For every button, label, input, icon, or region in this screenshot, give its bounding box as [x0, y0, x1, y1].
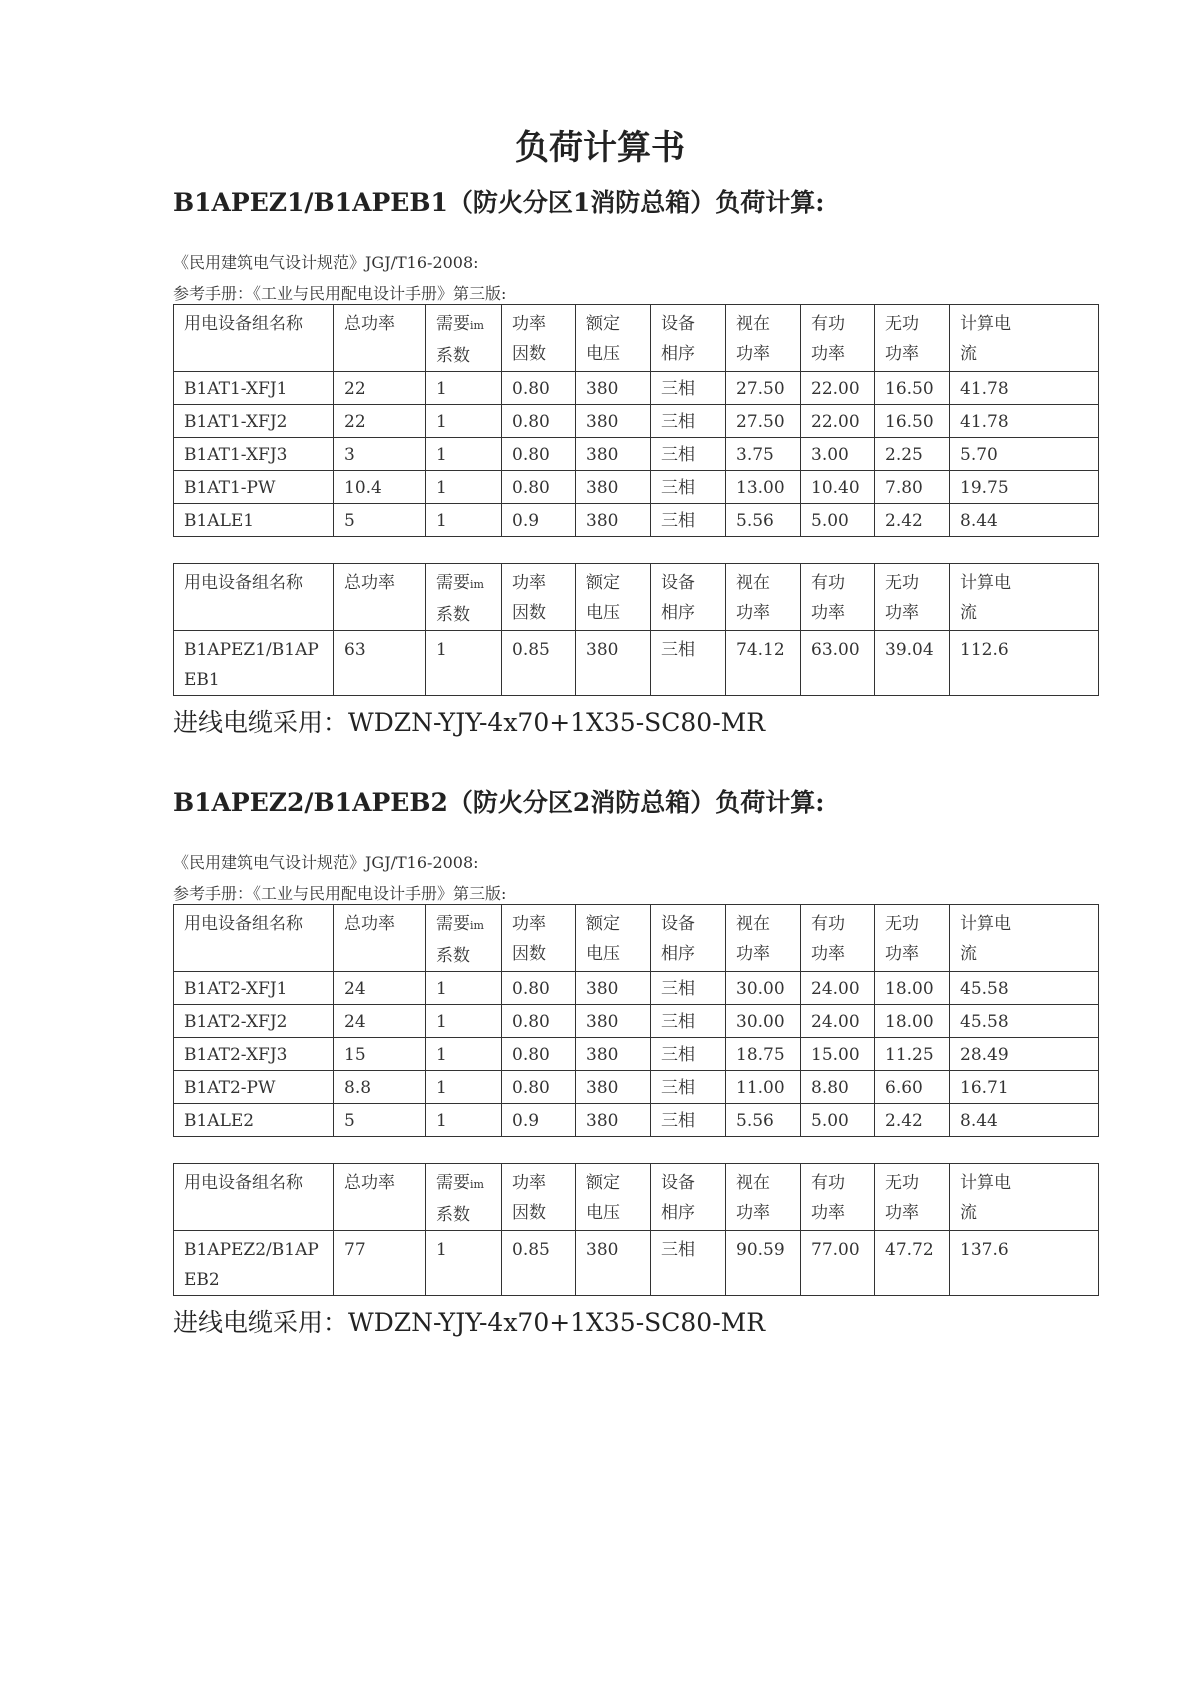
header-name: 用电设备组名称: [174, 564, 334, 631]
cell-rated-voltage: 380: [576, 471, 651, 504]
cell-apparent-power: 27.50: [726, 372, 801, 405]
cell-total-power: 63: [334, 631, 426, 696]
header-reactive-power: 无功 功率: [875, 905, 950, 972]
cell-apparent-power: 27.50: [726, 405, 801, 438]
cell-calc-current: 5.70: [950, 438, 1099, 471]
cell-demand-factor: 1: [426, 504, 502, 537]
cell-calc-current: 41.78: [950, 405, 1099, 438]
cell-apparent-power: 5.56: [726, 504, 801, 537]
cell-name: B1AT1-PW: [174, 471, 334, 504]
reference-manual: 参考手册：《工业与民用配电设计手册》第三版:: [173, 284, 507, 303]
cell-reactive-power: 6.60: [875, 1071, 950, 1104]
cell-phase: 三相: [651, 1038, 726, 1071]
cell-active-power: 22.00: [801, 405, 875, 438]
header-phase: 设备 相序: [651, 564, 726, 631]
section-heading: B1APEZ1/B1APEB1（防火分区1消防总箱）负荷计算:: [173, 188, 825, 217]
header-reactive-power: 无功 功率: [875, 305, 950, 372]
header-name: 用电设备组名称: [174, 305, 334, 372]
cell-active-power: 5.00: [801, 504, 875, 537]
cell-total-power: 77: [334, 1231, 426, 1296]
table-header-row: [174, 305, 1099, 372]
cable-spec: 进线电缆采用：WDZN-YJY-4x70+1X35-SC80-MR: [173, 1308, 766, 1337]
cell-phase: 三相: [651, 972, 726, 1005]
cell-reactive-power: 2.42: [875, 504, 950, 537]
header-phase: 设备 相序: [651, 1164, 726, 1231]
header-calc-current: 计算电 流: [950, 564, 1099, 631]
cell-name: B1ALE2: [174, 1104, 334, 1137]
header-active-power: 有功 功率: [801, 564, 875, 631]
cell-total-power: 22: [334, 372, 426, 405]
page-title: 负荷计算书: [515, 128, 685, 168]
cell-phase: 三相: [651, 504, 726, 537]
table-header-row: [174, 1164, 1099, 1231]
cell-power-factor: 0.80: [502, 405, 576, 438]
total-load-table: [173, 1163, 1099, 1296]
header-total-power: 总功率: [334, 905, 426, 972]
cell-name: B1AT2-XFJ2: [174, 1005, 334, 1038]
cell-total-power: 15: [334, 1038, 426, 1071]
header-calc-current: 计算电 流: [950, 905, 1099, 972]
header-active-power: 有功 功率: [801, 305, 875, 372]
table-row: [174, 972, 1099, 1005]
cell-total-power: 24: [334, 972, 426, 1005]
header-name: 用电设备组名称: [174, 905, 334, 972]
cell-name: B1AT2-PW: [174, 1071, 334, 1104]
header-apparent-power: 视在 功率: [726, 564, 801, 631]
cell-active-power: 10.40: [801, 471, 875, 504]
header-name: 用电设备组名称: [174, 1164, 334, 1231]
cell-total-power: 10.4: [334, 471, 426, 504]
header-demand-factor: 需要im 系数: [426, 305, 502, 372]
cell-apparent-power: 18.75: [726, 1038, 801, 1071]
header-power-factor: 功率 因数: [502, 1164, 576, 1231]
cell-power-factor: 0.80: [502, 972, 576, 1005]
cell-power-factor: 0.9: [502, 1104, 576, 1137]
cell-active-power: 24.00: [801, 1005, 875, 1038]
cell-total-power: 8.8: [334, 1071, 426, 1104]
reference-manual: 参考手册：《工业与民用配电设计手册》第三版:: [173, 884, 507, 903]
reference-standard: 《民用建筑电气设计规范》JGJ/T16-2008:: [173, 253, 479, 272]
header-demand-factor: 需要im 系数: [426, 905, 502, 972]
cell-active-power: 22.00: [801, 372, 875, 405]
cell-phase: 三相: [651, 438, 726, 471]
cell-reactive-power: 2.42: [875, 1104, 950, 1137]
cell-active-power: 63.00: [801, 631, 875, 696]
cell-reactive-power: 18.00: [875, 1005, 950, 1038]
cell-total-power: 24: [334, 1005, 426, 1038]
cell-rated-voltage: 380: [576, 1231, 651, 1296]
cell-rated-voltage: 380: [576, 1038, 651, 1071]
cell-rated-voltage: 380: [576, 1005, 651, 1038]
cell-power-factor: 0.85: [502, 631, 576, 696]
cell-name: B1ALE1: [174, 504, 334, 537]
cell-reactive-power: 11.25: [875, 1038, 950, 1071]
header-phase: 设备 相序: [651, 905, 726, 972]
cell-active-power: 5.00: [801, 1104, 875, 1137]
table-row: [174, 1071, 1099, 1104]
header-rated-voltage: 额定 电压: [576, 564, 651, 631]
cell-phase: 三相: [651, 1104, 726, 1137]
cell-phase: 三相: [651, 1231, 726, 1296]
cell-reactive-power: 18.00: [875, 972, 950, 1005]
cell-reactive-power: 7.80: [875, 471, 950, 504]
cell-apparent-power: 74.12: [726, 631, 801, 696]
cell-name: B1APEZ1/B1APEB1: [174, 631, 334, 696]
header-apparent-power: 视在 功率: [726, 305, 801, 372]
cell-name: B1AT2-XFJ3: [174, 1038, 334, 1071]
header-power-factor: 功率 因数: [502, 905, 576, 972]
cell-power-factor: 0.80: [502, 1038, 576, 1071]
cell-calc-current: 41.78: [950, 372, 1099, 405]
cell-apparent-power: 90.59: [726, 1231, 801, 1296]
cell-apparent-power: 13.00: [726, 471, 801, 504]
section-1: [173, 186, 1098, 740]
cell-apparent-power: 5.56: [726, 1104, 801, 1137]
cell-name: B1AT1-XFJ2: [174, 405, 334, 438]
cell-total-power: 5: [334, 504, 426, 537]
cell-active-power: 3.00: [801, 438, 875, 471]
cell-power-factor: 0.80: [502, 372, 576, 405]
header-total-power: 总功率: [334, 305, 426, 372]
table-row: [174, 1038, 1099, 1071]
header-power-factor: 功率 因数: [502, 564, 576, 631]
cell-apparent-power: 30.00: [726, 1005, 801, 1038]
cell-calc-current: 16.71: [950, 1071, 1099, 1104]
cell-demand-factor: 1: [426, 405, 502, 438]
header-rated-voltage: 额定 电压: [576, 305, 651, 372]
cell-reactive-power: 16.50: [875, 405, 950, 438]
header-reactive-power: 无功 功率: [875, 564, 950, 631]
cell-rated-voltage: 380: [576, 504, 651, 537]
cell-active-power: 24.00: [801, 972, 875, 1005]
table-header-row: [174, 564, 1099, 631]
table-header-row: [174, 905, 1099, 972]
cell-rated-voltage: 380: [576, 972, 651, 1005]
cell-name: B1APEZ2/B1APEB2: [174, 1231, 334, 1296]
header-active-power: 有功 功率: [801, 905, 875, 972]
cell-power-factor: 0.80: [502, 1005, 576, 1038]
header-apparent-power: 视在 功率: [726, 1164, 801, 1231]
cell-calc-current: 45.58: [950, 1005, 1099, 1038]
cell-calc-current: 45.58: [950, 972, 1099, 1005]
cell-rated-voltage: 380: [576, 631, 651, 696]
cell-active-power: 15.00: [801, 1038, 875, 1071]
reference-standard: 《民用建筑电气设计规范》JGJ/T16-2008:: [173, 853, 479, 872]
cell-demand-factor: 1: [426, 1104, 502, 1137]
total-row: [174, 631, 1099, 696]
cell-rated-voltage: 380: [576, 1104, 651, 1137]
cell-demand-factor: 1: [426, 1005, 502, 1038]
cell-reactive-power: 39.04: [875, 631, 950, 696]
cell-reactive-power: 16.50: [875, 372, 950, 405]
cell-power-factor: 0.80: [502, 1071, 576, 1104]
equipment-load-table: [173, 904, 1099, 1137]
cell-power-factor: 0.80: [502, 438, 576, 471]
header-active-power: 有功 功率: [801, 1164, 875, 1231]
cable-spec: 进线电缆采用：WDZN-YJY-4x70+1X35-SC80-MR: [173, 708, 766, 737]
cell-name: B1AT1-XFJ1: [174, 372, 334, 405]
cell-demand-factor: 1: [426, 972, 502, 1005]
cell-rated-voltage: 380: [576, 1071, 651, 1104]
table-row: [174, 372, 1099, 405]
section-2: [173, 786, 1098, 1340]
total-row: [174, 1231, 1099, 1296]
cell-calc-current: 8.44: [950, 504, 1099, 537]
cell-name: B1AT1-XFJ3: [174, 438, 334, 471]
section-heading: B1APEZ2/B1APEB2（防火分区2消防总箱）负荷计算:: [173, 788, 825, 817]
table-row: [174, 1104, 1099, 1137]
cell-calc-current: 28.49: [950, 1038, 1099, 1071]
cell-total-power: 3: [334, 438, 426, 471]
table-row: [174, 438, 1099, 471]
header-rated-voltage: 额定 电压: [576, 1164, 651, 1231]
cell-demand-factor: 1: [426, 1071, 502, 1104]
cell-phase: 三相: [651, 471, 726, 504]
cell-power-factor: 0.9: [502, 504, 576, 537]
cell-reactive-power: 47.72: [875, 1231, 950, 1296]
cell-demand-factor: 1: [426, 438, 502, 471]
cell-demand-factor: 1: [426, 372, 502, 405]
cell-calc-current: 8.44: [950, 1104, 1099, 1137]
cell-demand-factor: 1: [426, 1038, 502, 1071]
cell-active-power: 77.00: [801, 1231, 875, 1296]
cell-phase: 三相: [651, 631, 726, 696]
header-phase: 设备 相序: [651, 305, 726, 372]
cell-rated-voltage: 380: [576, 372, 651, 405]
cell-phase: 三相: [651, 1071, 726, 1104]
table-row: [174, 405, 1099, 438]
cell-rated-voltage: 380: [576, 438, 651, 471]
cell-apparent-power: 30.00: [726, 972, 801, 1005]
cell-total-power: 5: [334, 1104, 426, 1137]
cell-phase: 三相: [651, 405, 726, 438]
cell-active-power: 8.80: [801, 1071, 875, 1104]
cell-calc-current: 19.75: [950, 471, 1099, 504]
table-row: [174, 1005, 1099, 1038]
header-demand-factor: 需要im 系数: [426, 1164, 502, 1231]
cell-calc-current: 112.6: [950, 631, 1099, 696]
cell-phase: 三相: [651, 1005, 726, 1038]
header-total-power: 总功率: [334, 1164, 426, 1231]
cell-rated-voltage: 380: [576, 405, 651, 438]
header-reactive-power: 无功 功率: [875, 1164, 950, 1231]
cell-total-power: 22: [334, 405, 426, 438]
header-rated-voltage: 额定 电压: [576, 905, 651, 972]
cell-reactive-power: 2.25: [875, 438, 950, 471]
table-row: [174, 504, 1099, 537]
cell-name: B1AT2-XFJ1: [174, 972, 334, 1005]
header-total-power: 总功率: [334, 564, 426, 631]
header-calc-current: 计算电 流: [950, 305, 1099, 372]
equipment-load-table: [173, 304, 1099, 537]
cell-power-factor: 0.80: [502, 471, 576, 504]
cell-apparent-power: 11.00: [726, 1071, 801, 1104]
cell-apparent-power: 3.75: [726, 438, 801, 471]
cell-demand-factor: 1: [426, 1231, 502, 1296]
header-power-factor: 功率 因数: [502, 305, 576, 372]
cell-calc-current: 137.6: [950, 1231, 1099, 1296]
header-calc-current: 计算电 流: [950, 1164, 1099, 1231]
cell-power-factor: 0.85: [502, 1231, 576, 1296]
table-row: [174, 471, 1099, 504]
header-demand-factor: 需要im 系数: [426, 564, 502, 631]
cell-demand-factor: 1: [426, 471, 502, 504]
cell-demand-factor: 1: [426, 631, 502, 696]
cell-phase: 三相: [651, 372, 726, 405]
header-apparent-power: 视在 功率: [726, 905, 801, 972]
total-load-table: [173, 563, 1099, 696]
